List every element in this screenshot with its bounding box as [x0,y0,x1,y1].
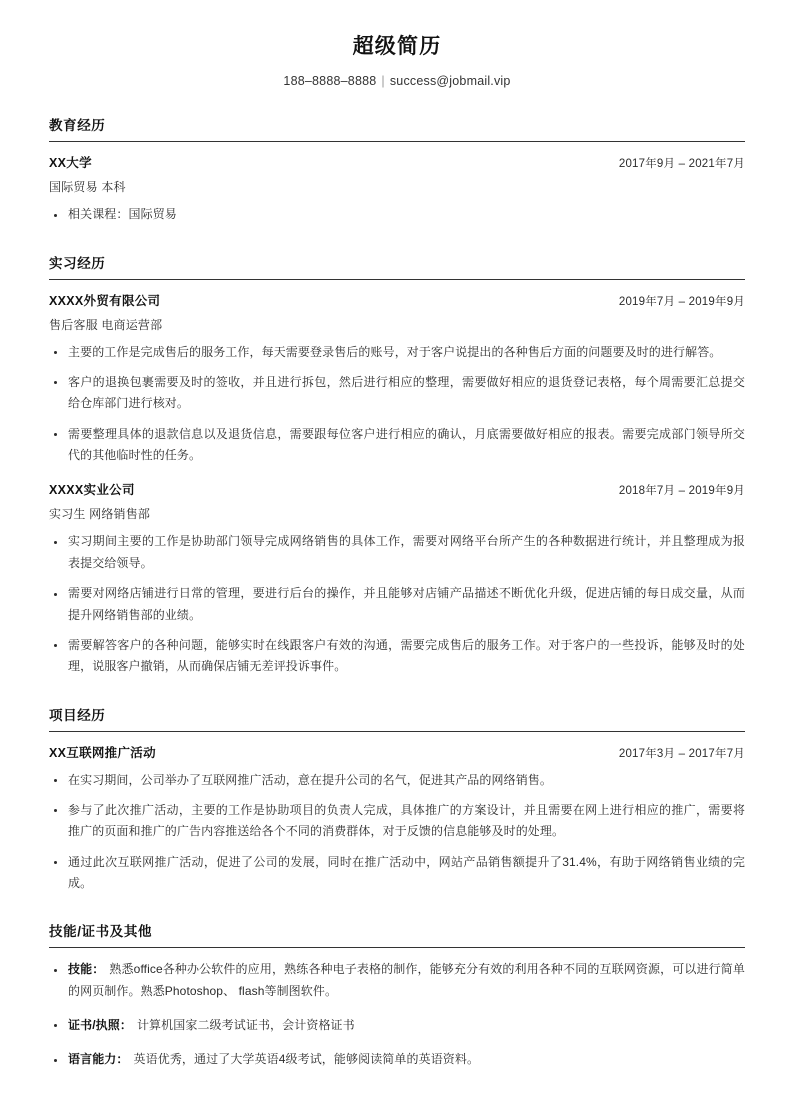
internship-entry [49,480,745,677]
section-title: 项目经历 [49,707,106,723]
bullet-text: 主要的工作是完成售后的服务工作，每天需要登录售后的账号，对于客户说提出的各种售后方面的问题要及时的进行解答。 [68,344,722,359]
bullet-dot-icon [54,861,57,864]
bullet-text: 需要对网络店铺进行日常的管理，要进行后台的操作，并且能够对店铺产品描述不断优化升级，促进店铺的每日成交量，从而提升网络销售部的业绩。 [68,586,745,622]
section-projects [49,704,745,895]
bullet-text: 相关课程：国际贸易 [68,207,177,222]
section-divider [49,947,745,948]
bullet-text: 需要整理具体的退款信息以及退货信息，需要跟每位客户进行相应的确认，月底需要做好相应的报表。需要完成部门领导所交代的其他临时性的任务。 [68,426,745,463]
section-internship [49,252,745,678]
bullet-dot-icon [54,541,57,544]
bullet-dot-icon [54,779,57,782]
section-title: 技能/证书及其他 [49,924,153,940]
list-item [49,800,745,843]
entry-organization: XXXX实业公司 [49,483,135,498]
page-title: 超级简历 [352,35,442,58]
entry-header [49,743,745,761]
skill-text: 计算机国家二级考试证书，会计资格证书 [136,1018,355,1033]
entry-bullet-list [49,342,745,467]
entry-date-range: 2018年7月 – 2019年9月 [618,485,745,498]
entry-organization: XX互联网推广活动 [49,745,156,760]
list-item [49,1049,745,1070]
list-item [49,342,745,363]
entry-header [49,291,745,309]
skill-label: 技能： [68,962,105,977]
entry-bullet-list [49,204,745,225]
list-item [49,770,745,791]
entry-subtitle: 售后客服 电商运营部 [49,317,163,332]
entry-date-range: 2019年7月 – 2019年9月 [618,295,745,308]
skill-text: 英语优秀，通过了大学英语4级考试，能够阅读简单的英语资料。 [133,1052,480,1067]
skills-bullet-list [49,959,745,1070]
list-item [49,1015,745,1036]
bullet-text: 客户的退换包裹需要及时的签收，并且进行拆包，然后进行相应的整理，需要做好相应的退货登记表格，每个周需要汇总提交给仓库部门进行核对。 [68,375,745,411]
section-title: 教育经历 [49,118,106,134]
project-entry [49,743,745,895]
bullet-dot-icon [54,593,57,596]
entry-header [49,153,745,171]
list-item [49,424,745,467]
resume-header [49,0,745,88]
entry-header [49,480,745,498]
bullet-dot-icon [54,644,57,647]
section-divider [49,279,745,280]
list-item [49,852,745,895]
skill-text: 熟悉office各种办公软件的应用，熟练各种电子表格的制作，能够充分有效的利用各种不同的互联网资源，可以进行简单的网页制作。熟悉Photoshop、 flash等制图软件。 [68,962,745,998]
bullet-text: 实习期间主要的工作是协助部门领导完成网络销售的具体工作，需要对网络平台所产生的各种数据进行统计，并且整理成为报表提交给领导。 [68,534,745,570]
entry-date-range: 2017年3月 – 2017年7月 [618,747,745,760]
bullet-dot-icon [54,1024,57,1027]
list-item [49,204,745,225]
list-item [49,531,745,574]
bullet-dot-icon [54,381,57,384]
bullet-dot-icon [54,433,57,436]
list-item [49,959,745,1002]
bullet-text: 在实习期间，公司举办了互联网推广活动，意在提升公司的名气，促进其产品的网络销售。 [68,772,553,787]
section-divider [49,141,745,142]
education-entry [49,153,745,225]
contact-line [49,74,745,88]
section-skills [49,920,745,1070]
bullet-dot-icon [54,1059,57,1062]
contact-phone: 188–8888–8888 [283,74,377,89]
bullet-text: 通过此次互联网推广活动，促进了公司的发展，同时在推广活动中，网站产品销售额提升了31.4%，有助于网络销售业绩的完成。 [68,854,745,891]
list-item [49,372,745,415]
contact-separator: | [381,74,385,89]
list-item [49,583,745,626]
skill-label: 证书/执照： [68,1018,132,1033]
bullet-dot-icon [54,351,57,354]
bullet-dot-icon [54,214,57,217]
section-divider [49,731,745,732]
entry-bullet-list [49,770,745,895]
skill-label: 语言能力： [68,1052,129,1067]
section-title: 实习经历 [49,255,106,271]
entry-date-range: 2017年9月 – 2021年7月 [618,158,745,171]
entry-bullet-list [49,531,745,677]
bullet-text: 需要解答客户的各种问题，能够实时在线跟客户有效的沟通，需要完成售后的服务工作。对于客户的一些投诉，能够及时的处理，说服客户撤销，从而确保店铺无差评投诉事件。 [68,637,745,674]
entry-organization: XXXX外贸有限公司 [49,293,161,308]
list-item [49,635,745,678]
entry-organization: XX大学 [49,156,92,171]
bullet-dot-icon [54,809,57,812]
section-education [49,114,745,225]
entry-subtitle: 实习生 网络销售部 [49,507,151,522]
bullet-text: 参与了此次推广活动，主要的工作是协助项目的负责人完成，具体推广的方案设计，并且需要在网上进行相应的推广，需要将推广的页面和推广的广告内容推送给各个不同的消费群体，对于反馈的信息能够及时的处理。 [68,802,745,839]
contact-email: success@jobmail.vip [389,74,511,89]
bullet-dot-icon [54,969,57,972]
internship-entry [49,291,745,467]
entry-subtitle: 国际贸易 本科 [49,180,126,195]
